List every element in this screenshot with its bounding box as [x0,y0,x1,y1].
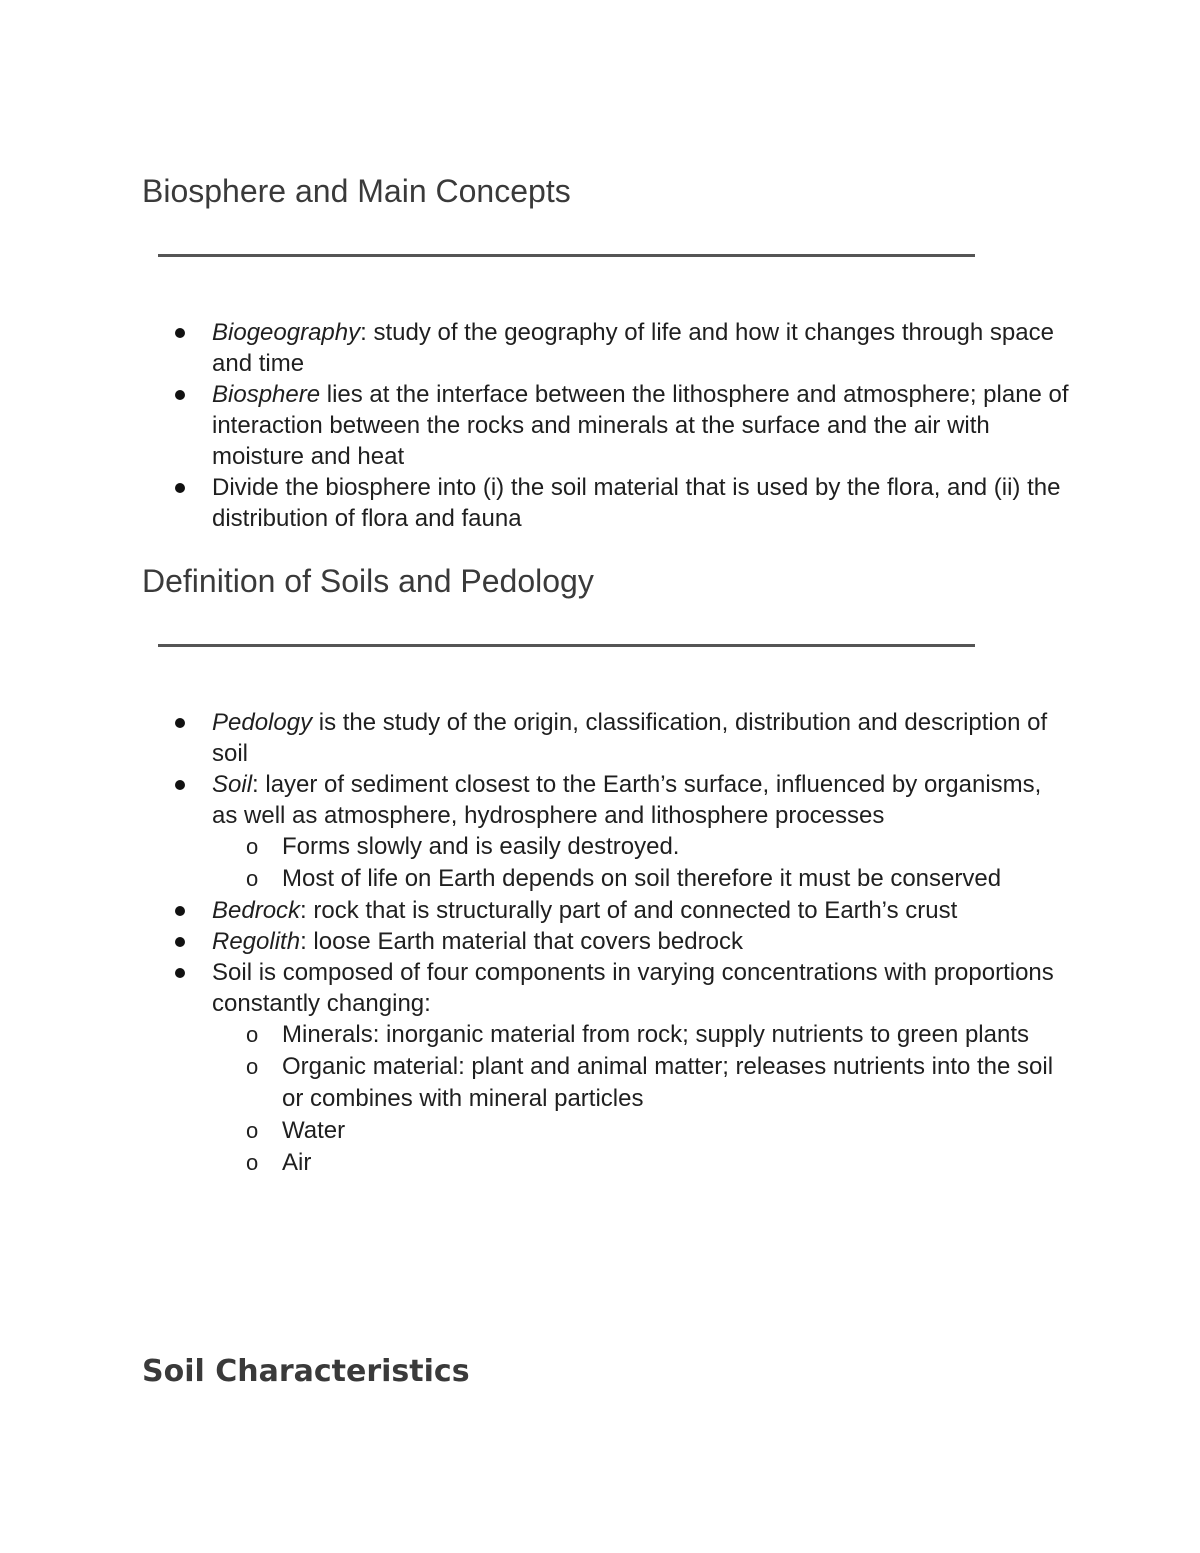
section-heading-soil-characteristics: Soil Characteristics [142,1354,470,1389]
list-item [0,957,1072,1019]
sub-item-text: Water [282,1117,346,1144]
soils-list [0,707,1200,1179]
sub-item-text: Most of life on Earth depends on soil therefore it must be conserved [282,865,1002,892]
sub-bullet-marker: o [246,866,259,891]
section-divider [158,254,975,257]
sub-list-item [0,1019,1062,1051]
definition: Divide the biosphere into (i) the soil material that is used by the flora, and (ii) the distribution of flora and fauna [212,474,1061,532]
term: Regolith [212,928,301,955]
sub-list-item [0,1051,1062,1115]
sub-bullet-marker: o [246,1022,259,1047]
sub-bullet-marker: o [246,1118,259,1143]
section-heading-biosphere: Biosphere and Main Concepts [142,173,571,209]
list-item [0,317,1072,379]
term: Biogeography [212,319,361,346]
biosphere-list [0,317,1200,534]
list-item [0,926,1072,957]
sub-list-item [0,863,1062,895]
definition: is the study of the origin, classification, distribution and description of soil [212,709,1048,767]
definition: : loose Earth material that covers bedrock [300,928,743,955]
term: Soil [212,771,253,798]
sub-bullet-marker: o [246,1054,259,1079]
list-item [0,895,1072,926]
definition: Soil is composed of four components in varying concentrations with proportions constantly changing: [212,959,1054,1017]
term: Biosphere [212,381,321,408]
section-heading-soils: Definition of Soils and Pedology [142,563,594,599]
list-item [0,472,1072,534]
term: Bedrock [212,897,301,924]
section-divider [158,644,975,647]
sub-bullet-marker: o [246,834,259,859]
definition: : study of the geography of life and how it changes through space and time [212,319,1054,377]
definition: : rock that is structurally part of and connected to Earth’s crust [300,897,958,924]
definition: : layer of sediment closest to the Earth’s surface, influenced by organisms, as well as atmosphere, hydrosphere and lithosphere processes [212,771,1042,829]
sub-item-text: Air [282,1149,312,1176]
term: Pedology [212,709,313,736]
definition: lies at the interface between the lithosphere and atmosphere; plane of interaction between the rocks and minerals at the surface and the air with moisture and heat [212,381,1069,470]
list-item [0,769,1072,831]
sub-bullet-marker: o [246,1150,259,1175]
sub-list-item [0,1115,1062,1147]
sub-item-text: Minerals: inorganic material from rock; supply nutrients to green plants [282,1021,1029,1048]
sub-item-text: Organic material: plant and animal matter; releases nutrients into the soil or combines with mineral particles [282,1053,1054,1112]
sub-list-item [0,831,1062,863]
sub-list-item [0,1147,1062,1179]
sub-item-text: Forms slowly and is easily destroyed. [282,833,680,860]
list-item [0,379,1072,472]
list-item [0,707,1072,769]
